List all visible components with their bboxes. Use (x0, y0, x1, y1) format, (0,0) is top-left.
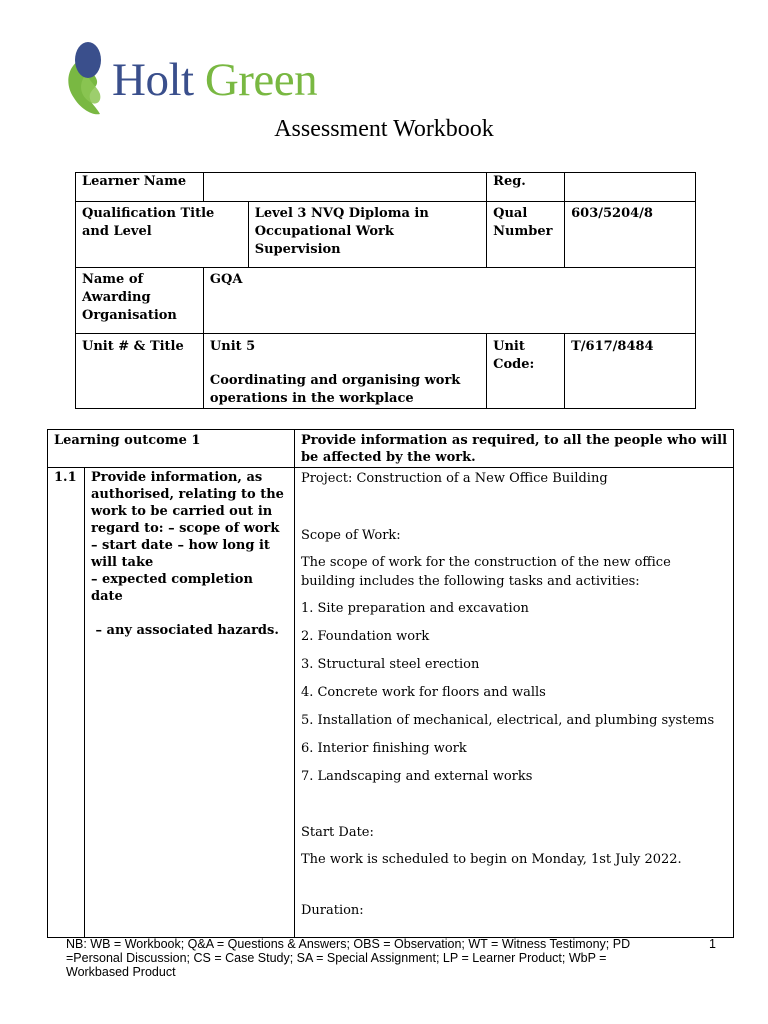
start-date-heading: Start Date: (300, 825, 374, 840)
qual-number-value: 603/5204/8 (565, 202, 696, 268)
unit-title: Coordinating and organising work operations in the workplace (209, 373, 461, 406)
answer-cell[interactable] (294, 468, 733, 938)
criterion-line: – any associated hazards. (90, 623, 279, 638)
awarding-org-label: Name of Awarding Organisation (76, 268, 204, 334)
learning-outcome-label: Learning outcome 1 (48, 430, 295, 468)
reg-label: Reg. (487, 173, 565, 202)
learner-name-label: Learner Name (76, 173, 204, 202)
criterion-text (84, 468, 294, 938)
footer-text: NB: WB = Workbook; Q&A = Questions & Answers; OBS = Observation; WT = Witness Testimony; PD =Personal Discussion; CS = Case Study; SA = Special Assignment; LP = Learner Product; WbP = Workbased Product (66, 937, 631, 979)
task-item: 1. Site preparation and excavation (300, 601, 529, 616)
task-item: 2. Foundation work (300, 629, 430, 644)
page-title: Assessment Workbook (274, 116, 494, 142)
answer-project: Project: Construction of a New Office Building (300, 471, 608, 486)
qualification-label: Qualification Title and Level (76, 202, 249, 268)
logo-mark-icon (66, 40, 112, 120)
qual-number-label: Qual Number (487, 202, 565, 268)
unit-code-label: Unit Code: (487, 334, 565, 409)
page-number: 1 (709, 937, 716, 951)
start-date-text: The work is scheduled to begin on Monday, 1st July 2022. (300, 852, 682, 867)
task-item: 4. Concrete work for floors and walls (300, 685, 546, 700)
unit-number: Unit 5 (209, 339, 256, 354)
learner-info-table (75, 172, 696, 409)
unit-code-value: T/617/8484 (565, 334, 696, 409)
criterion-number: 1.1 (48, 468, 85, 938)
scope-heading: Scope of Work: (300, 528, 401, 543)
logo-word-holt: Holt (112, 54, 194, 106)
criterion-line: – expected completion date (90, 572, 253, 604)
holt-green-logo (66, 40, 318, 120)
task-item: 6. Interior finishing work (300, 741, 467, 756)
logo-word-green: Green (204, 54, 318, 106)
task-item: 7. Landscaping and external works (300, 769, 533, 784)
task-item: 3. Structural steel erection (300, 657, 480, 672)
unit-title-label: Unit # & Title (76, 334, 204, 409)
task-item: 5. Installation of mechanical, electrical, and plumbing systems (300, 713, 715, 728)
awarding-org-value: GQA (203, 268, 695, 334)
footer-note (66, 937, 716, 979)
criterion-line: Provide information, as authorised, relating to the work to be carried out in regard to: – scope of work – start date – how long it will take (90, 470, 284, 570)
learning-outcome-description: Provide information as required, to all the people who will be affected by the work. (294, 430, 733, 468)
logo-wordmark (112, 54, 317, 106)
scope-intro: The scope of work for the construction of the new office building includes the following tasks and activities: (300, 555, 671, 589)
duration-heading: Duration: (300, 903, 364, 918)
unit-title-cell (203, 334, 486, 409)
reg-field[interactable] (565, 173, 696, 202)
learning-outcome-table (47, 429, 734, 938)
qualification-value: Level 3 NVQ Diploma in Occupational Work Supervision (248, 202, 486, 268)
learner-name-field[interactable] (203, 173, 486, 202)
